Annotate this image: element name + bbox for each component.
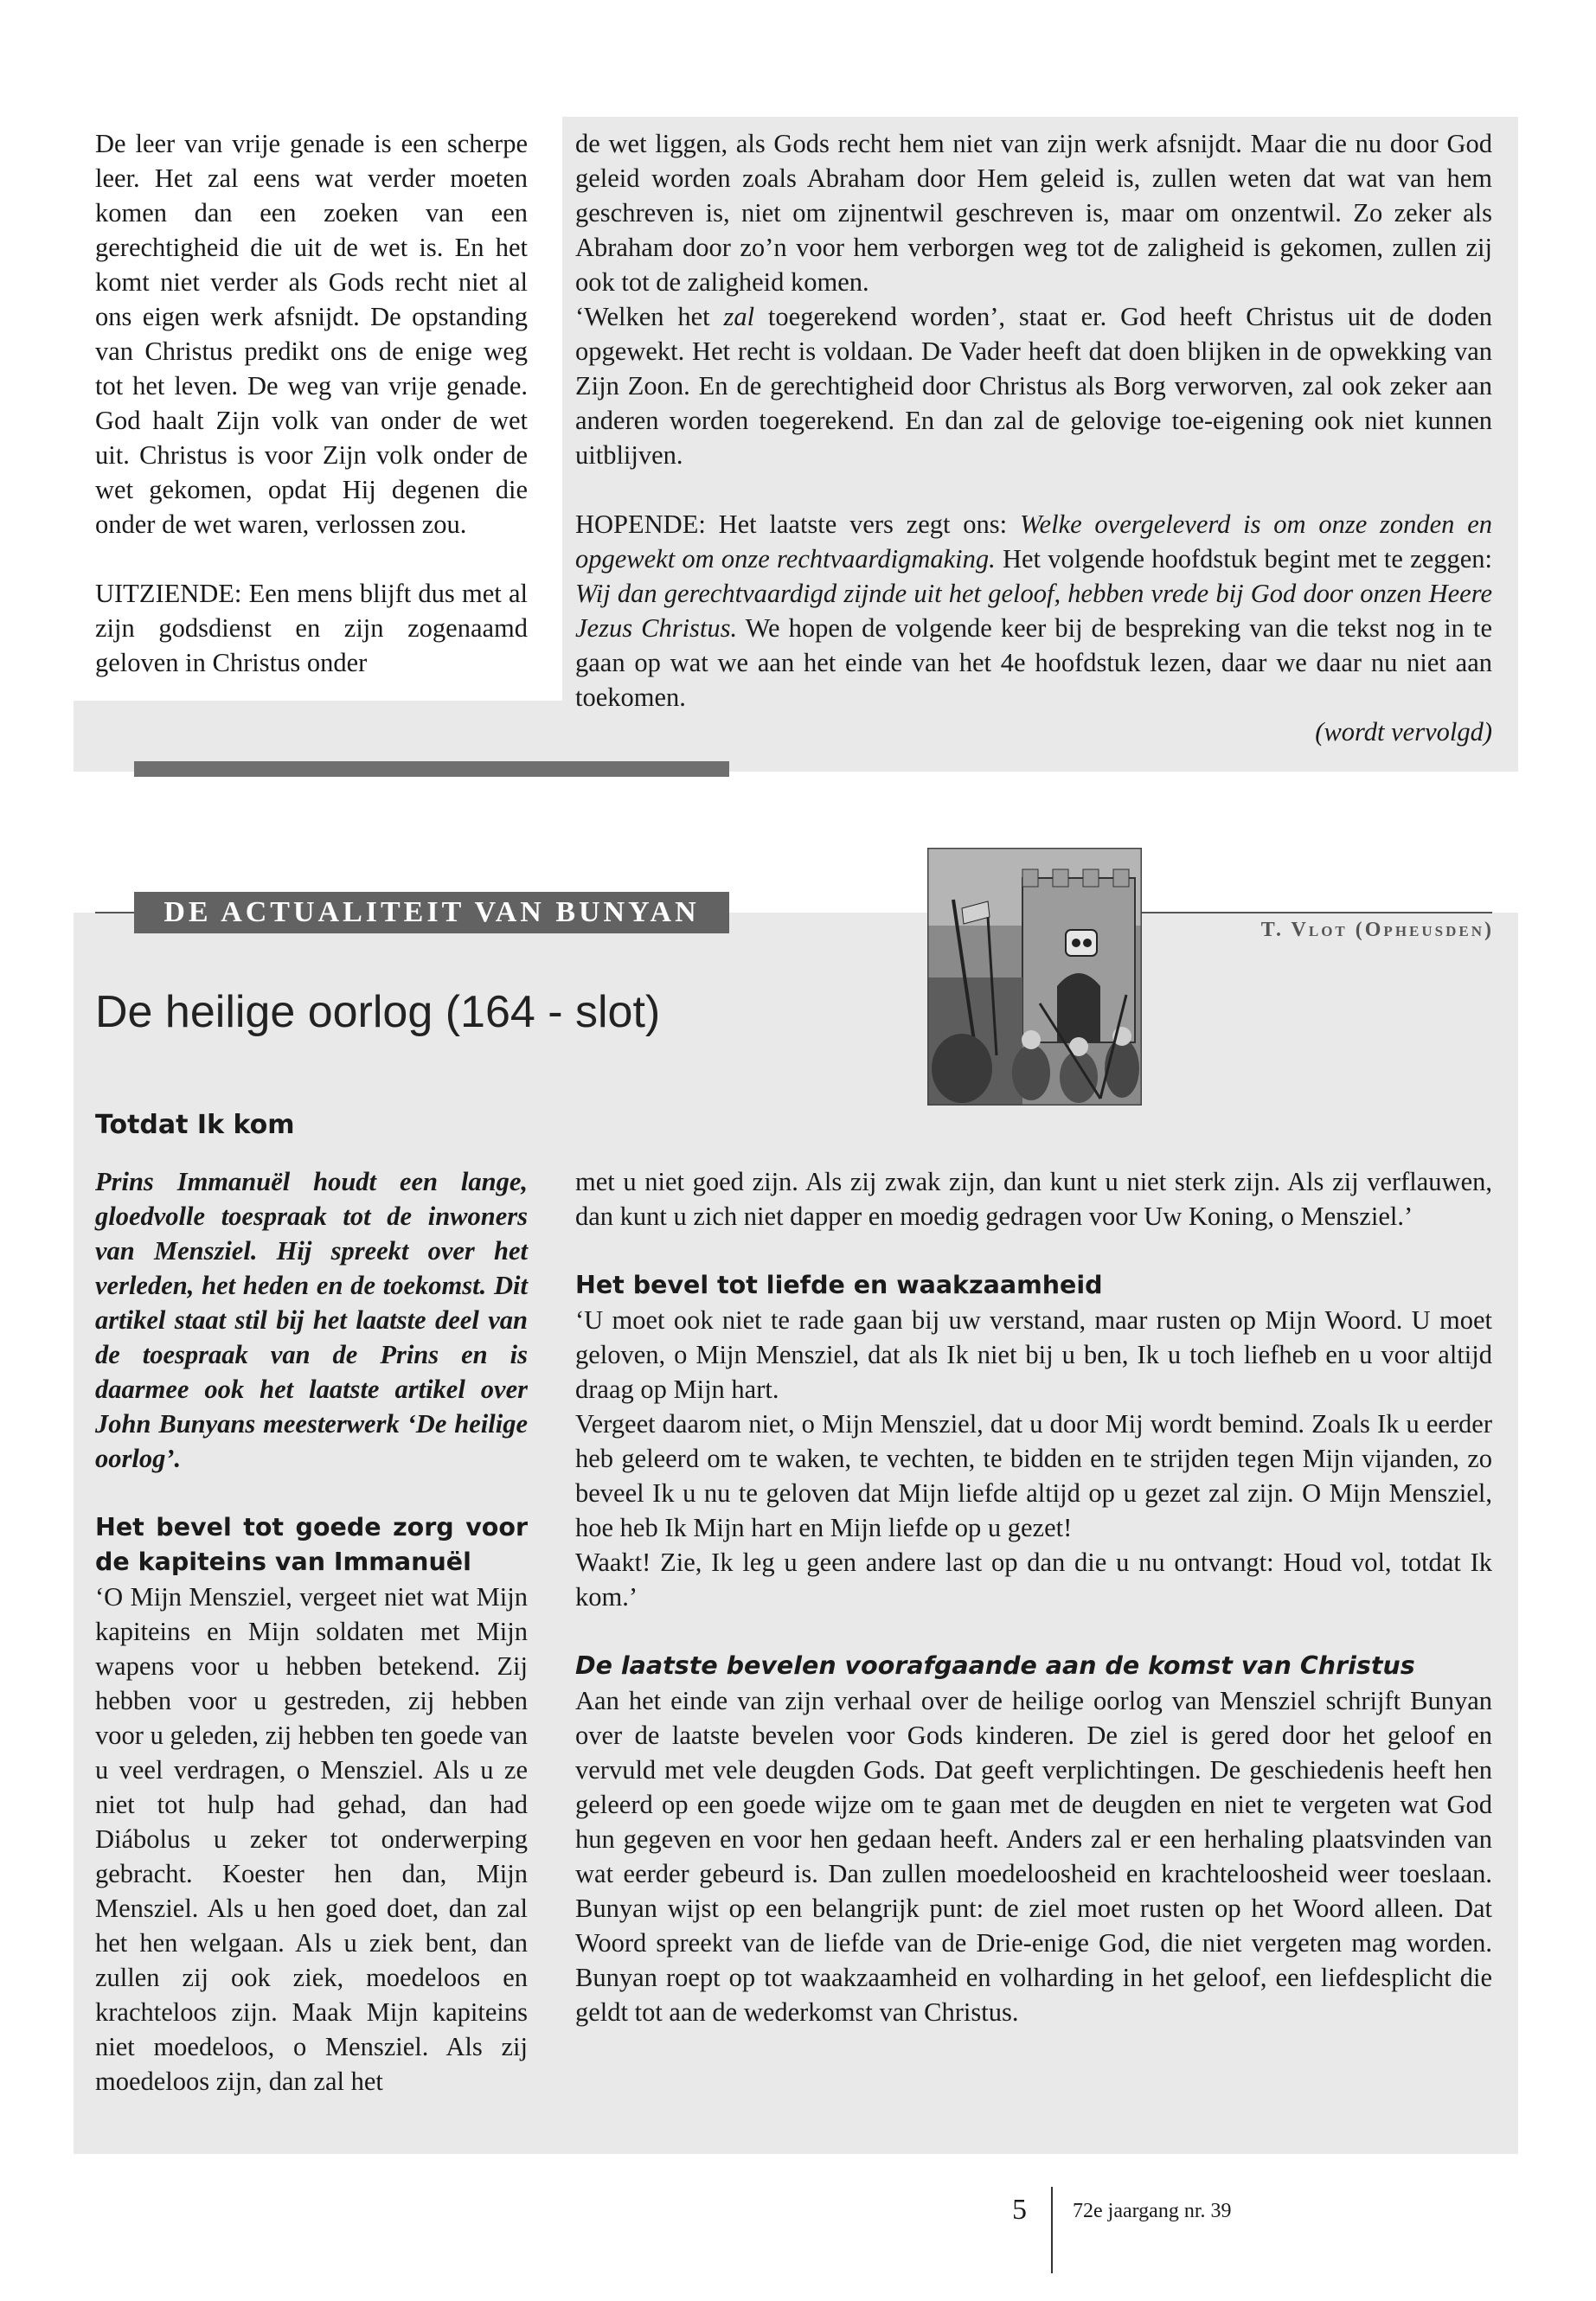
author: T. Vlot (Opheusden) [1260, 919, 1494, 941]
issue-label: 72e jaargang nr. 39 [1073, 2200, 1232, 2222]
siege-illustration [927, 848, 1142, 1106]
top-col1-paragraph-2: UITZIENDE: Een mens blijft dus met al zijn godsdienst en zijn zogenaamd geloven in Christus onder [95, 579, 528, 677]
paragraph-watch: Waakt! Zie, Ik leg u geen andere last op dan die u nu ontvangt: Houd vol, totdat Ik kom.’ [575, 1548, 1492, 1612]
article-column-1 [95, 1164, 528, 2099]
paragraph-word: ‘U moet ook niet te rade gaan bij uw verstand, maar rusten op Mijn Woord. U moet geloven, o Mijn Mensziel, dat als Ik niet bij u ben, Ik u toch liefheb en u voor altijd draag op Mijn hart. [575, 1305, 1492, 1404]
paragraph-continued: met u niet goed zijn. Als zij zwak zijn, dan kunt u niet sterk zijn. Als zij verflauwen, dan kunt u zich niet dapper en moedig gedragen voor Uw Koning, o Mensziel.’ [575, 1167, 1492, 1231]
article-lead: Prins Immanuël houdt een lange, gloedvolle toespraak tot de inwoners van Mensziel. Hij spreekt over het verleden, het heden en de toekomst. Dit artikel staat stil bij het laatste deel van de toespraak van de Prins en is daarmee ook het laatste artikel over John Bunyans meesterwerk ‘De heilige oorlog’. [95, 1167, 528, 1473]
top-col1-paragraph-1: De leer van vrije genade is een scherpe leer. Het zal eens wat verder moeten komen dan een zoeken van een gerechtigheid die uit de wet is. En het komt niet verder als Gods recht niet al ons eigen werk afsnijdt. De opstanding van Christus predikt ons de enige weg tot het leven. De weg van vrije genade. God haalt Zijn volk van onder de wet uit. Christus is voor Zijn volk onder de wet gekomen, opdat Hij degenen die onder de wet waren, verlossen zou. [95, 129, 528, 539]
section-label: DE ACTUALITEIT VAN BUNYAN [134, 892, 729, 933]
page-number: 5 [1012, 2194, 1027, 2226]
paragraph-captains: ‘O Mijn Mensziel, vergeet niet wat Mijn kapiteins en Mijn soldaten met Mijn wapens voor u hebben betekend. Zij hebben voor u gestreden, zij hebben voor u geleden, zij hebben ten goede van u veel verdragen, o Mensziel. Als u ze niet tot hulp had gehad, dan had Diábolus u zeker tot onderwerping gebracht. Koester hen dan, Mijn Mensziel. Als u hen goed doet, dan zal het hen welgaan. Als u ziek bent, dan zullen zij ook ziek, moedeloos en krachteloos zijn. Maak Mijn kapiteins niet moedeloos, o Mensziel. Als zij moedeloos zijn, dan zal het [95, 1582, 528, 2096]
heading-captains: Het bevel tot goede zorg voor de kapiteins van Immanuël [95, 1513, 528, 1576]
paragraph-conclusion: Aan het einde van zijn verhaal over de heilige oorlog van Mensziel schrijft Bunyan over de laatste bevelen voor Gods kinderen. De ziel is gered door het geloof en vervuld met vele deugden Gods. Dat geeft verplichtingen. De geschiedenis heeft hen geleerd op een goede wijze om te gaan met de deugden en niet te vergeten wat God hun gegeven en voor hen gedaan heeft. Anders zal er een herhaling plaatsvinden van wat eerder gebeurd is. Dan zullen moedeloosheid en krachteloosheid weer toeslaan. Bunyan wijst op een belangrijk punt: de ziel moet rusten op het Woord alleen. Dat Woord spreekt van de liefde van de Drie-enige God, die niet vergeten mag worden. Bunyan roept op tot waakzaamheid en volharding in het geloof, een liefdesplicht die geldt tot aan de wederkomst van Christus. [575, 1686, 1492, 2027]
article-subhead: Totdat Ik kom [95, 1110, 295, 1140]
divider-bar [134, 761, 729, 777]
top-column-2 [575, 126, 1492, 749]
paragraph-beloved: Vergeet daarom niet, o Mijn Mensziel, dat u door Mij wordt bemind. Zoals Ik u eerder heb geleerd om te waken, te vechten, te bidden en te strijden tegen Mijn vijanden, zo beveel Ik u nu te geloven dat Mijn liefde altijd op u gezet zal zijn. O Mijn Mensziel, hoe heb Ik Mijn hart en Mijn liefde op u gezet! [575, 1409, 1492, 1542]
top-col2-paragraph-1: de wet liggen, als Gods recht hem niet van zijn werk afsnijdt. Maar die nu door God geleid worden zoals Abraham door Hem geleid is, zullen weten dat wat van hem geschreven is, niet om zijnentwil geschreven is, maar om onzentwil. Zo zeker als Abraham door zo’n voor hem verborgen weg tot de zaligheid is gekomen, zullen zij ook tot de zaligheid komen. [575, 129, 1492, 297]
top-col2-paragraph-3: HOPENDE: Het laatste vers zegt ons: Welke overgeleverd is om onze zonden en opgewekt om onze rechtvaardigmaking. Het volgende hoofdstuk begint met te zeggen: Wij dan gerechtvaardigd zijnde uit het geloof, hebben vrede bij God door onzen Heere Jezus Christus. We hopen de volgende keer bij de bespreking van die tekst nog in te gaan op wat we aan het einde van het 4e hoofdstuk lezen, daar we daar nu niet aan toekomen. [575, 510, 1493, 712]
top-col2-paragraph-2: ‘Welken het zal toegerekend worden’, staat er. God heeft Christus uit de doden opgewekt. Het recht is voldaan. De Vader heeft dat doen blijken in de opwekking van Zijn Zoon. En de gerechtigheid door Christus als Borg verworven, zal ook zeker aan anderen worden toegerekend. En dan zal de gelovige toe-eigening ook niet kunnen uitblijven. [575, 302, 1492, 470]
top-column-1 [95, 126, 528, 680]
article-title: De heilige oorlog (164 - slot) [95, 987, 661, 1037]
heading-last-commands: De laatste bevelen voorafgaande aan de komst van Christus [575, 1651, 1415, 1680]
heading-love-watchfulness: Het bevel tot liefde en waakzaamheid [575, 1271, 1103, 1299]
article-column-2 [575, 1164, 1492, 2029]
header-rule-left [95, 912, 137, 913]
header-rule-right [1142, 912, 1492, 913]
footer-rule [1051, 2187, 1053, 2273]
continued-note: (wordt vervolgd) [1315, 717, 1492, 747]
